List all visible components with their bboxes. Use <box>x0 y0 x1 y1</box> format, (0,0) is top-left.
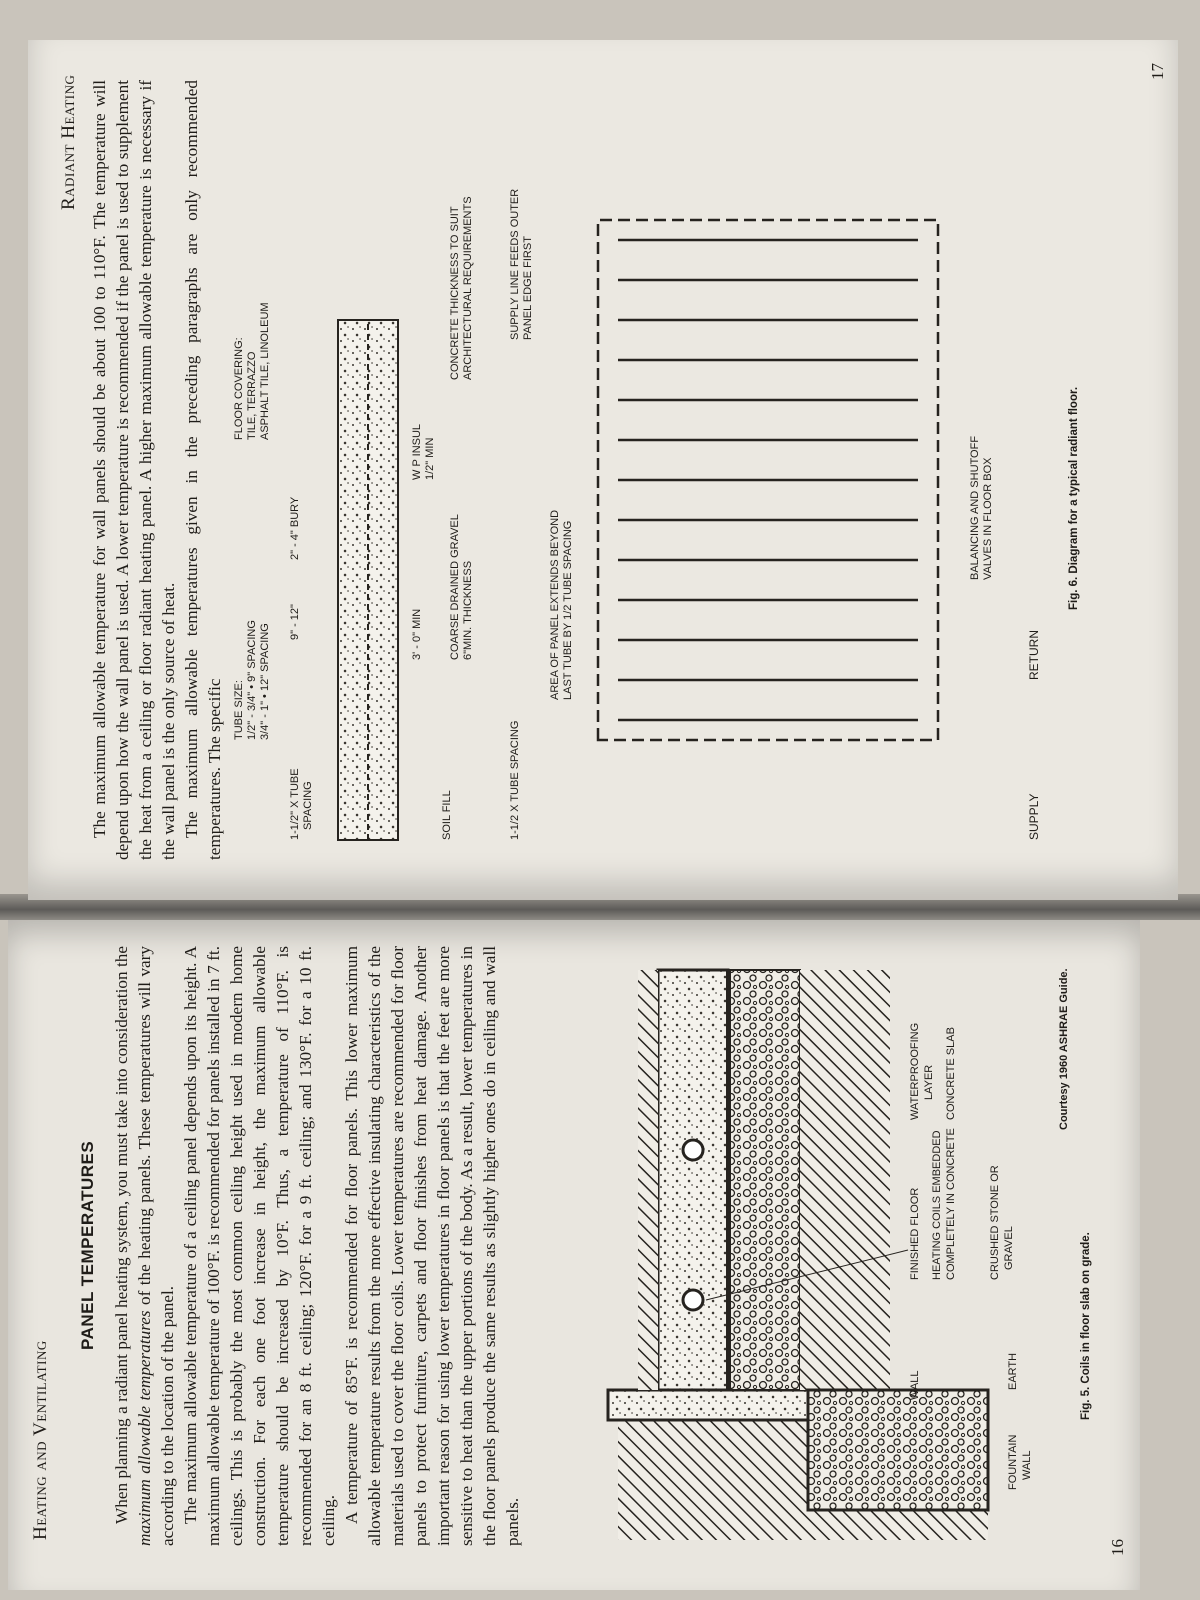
paragraph-1: When planning a radiant panel heating system, you must take into consideration the maximum allowable temperatures of the heating panels. These temperatures will vary according to the location of the panel. <box>112 945 177 1546</box>
label-spacing: 9" - 12" <box>289 604 301 640</box>
label-floor-covering-1: FLOOR COVERING: <box>233 337 245 440</box>
label-waterproofing-1: WATERPROOFING <box>909 1022 921 1120</box>
label-foundation-2: WALL <box>1021 1450 1033 1480</box>
label-area-1: AREA OF PANEL EXTENDS BEYOND <box>549 509 561 700</box>
label-soil-fill: SOIL FILL <box>441 790 453 840</box>
label-finished-floor: FINISHED FLOOR <box>909 1187 921 1280</box>
label-min-distance: 3' - 0" MIN <box>411 608 423 660</box>
left-page <box>8 915 1140 1590</box>
section-title: PANEL TEMPERATURES <box>78 1140 97 1350</box>
label-tube-spacing-1: 1-1/2" X TUBE <box>289 768 301 840</box>
running-head-right: Radiant Heating <box>58 74 79 210</box>
label-concrete-slab: CONCRETE SLAB <box>945 1027 957 1120</box>
heating-coil-1 <box>683 1290 703 1310</box>
label-tube-size-2: 1/2" - 3/4" • 9" SPACING <box>246 620 258 740</box>
label-coils-1: HEATING COILS EMBEDDED <box>931 1130 943 1280</box>
label-valves-2: VALVES IN FLOOR BOX <box>982 457 994 580</box>
label-supply-line-1: SUPPLY LINE FEEDS OUTER <box>509 188 521 340</box>
label-crushed-stone-2: GRAVEL <box>1003 1226 1015 1270</box>
concrete-slab-area <box>658 970 728 1390</box>
label-wp-insul-1: W P INSUL <box>411 423 423 480</box>
label-crushed-stone-1: CRUSHED STONE OR <box>989 1165 1001 1280</box>
label-floor-covering-3: ASPHALT TILE, LINOLEUM <box>259 302 271 440</box>
label-concrete-thickness-2: ARCHITECTURAL REQUIREMENTS <box>462 196 474 380</box>
label-concrete-thickness-1: CONCRETE THICKNESS TO SUIT <box>449 206 461 380</box>
label-waterproofing-2: LAYER <box>923 1064 935 1100</box>
figure-6-diagram <box>218 70 1098 860</box>
page-number-left: 16 <box>1108 1539 1127 1556</box>
finished-floor-layer <box>638 970 658 1390</box>
heating-coil-2 <box>683 1140 703 1160</box>
left-body-text <box>110 946 524 1546</box>
label-gravel-2: 6"MIN. THICKNESS <box>462 560 474 660</box>
label-wp-insul-2: 1/2" MIN <box>424 437 436 480</box>
figure-5-credit: Courtesy 1960 ASHRAE Guide. <box>1058 968 1070 1130</box>
right-page <box>28 40 1178 900</box>
page-number-right: 17 <box>1148 63 1167 80</box>
label-coils-2: COMPLETELY IN CONCRETE <box>945 1128 957 1280</box>
paragraph-2: The maximum allowable temperature of a ceiling panel depends upon its height. A maximum allowable temperature of 100°F. is recommended for panels installed in 7 ft. ceilings. This is probably the most common ceiling height used in modern home construction. For each one foot increase in height, the maximum allowable temperature should be increased by 10°F. Thus, a temperature of 110°F. is recommended for an 8 ft. ceiling; 120°F. for a 9 ft. ceiling; and 130°F. for a 10 ft. ceiling. <box>181 946 338 1546</box>
label-tube-spacing-2: SPACING <box>302 781 314 830</box>
paragraph-4: The maximum allowable temperature for wall panels should be about 100 to 110°F. The temperature will depend upon how the wall panel is used. A lower temperature is recommended if the panel is used to supplement the heat from a ceiling or floor radiant heating panel. A higher maximum allowable temperature is necessary if the wall panel is the only source of heat. <box>90 80 178 860</box>
figure-5-caption: Fig. 5. Coils in floor slab on grade. <box>1080 1232 1092 1420</box>
label-gravel-1: COARSE DRAINED GRAVEL <box>449 514 461 660</box>
earth-layer <box>800 970 890 1390</box>
wall-section <box>608 1390 818 1420</box>
label-supply-line-2: PANEL EDGE FIRST <box>522 236 534 340</box>
paragraph-5: The maximum allowable temperatures given in the preceding paragraphs are only recommended temperatures. The specific <box>182 80 224 860</box>
figure-6-caption: Fig. 6. Diagram for a typical radiant floor. <box>1068 386 1080 610</box>
running-head-left: Heating and Ventilating <box>30 1340 51 1540</box>
label-floor-covering-2: TILE, TERRAZZO <box>246 351 258 440</box>
serpentine-coil <box>598 220 938 740</box>
label-earth: EARTH <box>1007 1352 1019 1390</box>
crushed-stone-layer <box>730 970 800 1390</box>
foundation-wall <box>808 1390 988 1510</box>
label-valves-1: BALANCING AND SHUTOFF <box>969 435 981 580</box>
label-supply: SUPPLY <box>1027 793 1041 840</box>
label-tube-spacing-3: 1-1/2 X TUBE SPACING <box>509 720 521 840</box>
label-tube-size-3: 3/4" - 1" • 12" SPACING <box>259 623 271 740</box>
label-return: RETURN <box>1027 630 1041 680</box>
label-bury: 2" - 4" BURY <box>289 496 301 560</box>
label-area-2: LAST TUBE BY 1/2 TUBE SPACING <box>562 520 574 700</box>
figure-5-diagram <box>598 930 1078 1550</box>
paragraph-3: A temperature of 85°F. is recommended for floor panels. This lower maximum allowable temperature results from the more effective insulating characteristics of the materials used to cover the floor coils. Lower temperatures are recommended for floor panels to protect furniture, carpets and floor finishes from heat damage. Another important reason for using lower temperatures in floor panels is that the feet are more sensitive to heat than the upper portions of the body. As a result, lower temperatures in the floor panels produce the same results as slightly higher ones do in ceiling and wall panels. <box>342 946 522 1546</box>
label-wall: WALL <box>909 1370 921 1400</box>
label-tube-size-1: TUBE SIZE: <box>233 680 245 740</box>
right-body-text <box>88 80 226 860</box>
label-foundation-1: FOUNTAIN <box>1007 1434 1019 1490</box>
